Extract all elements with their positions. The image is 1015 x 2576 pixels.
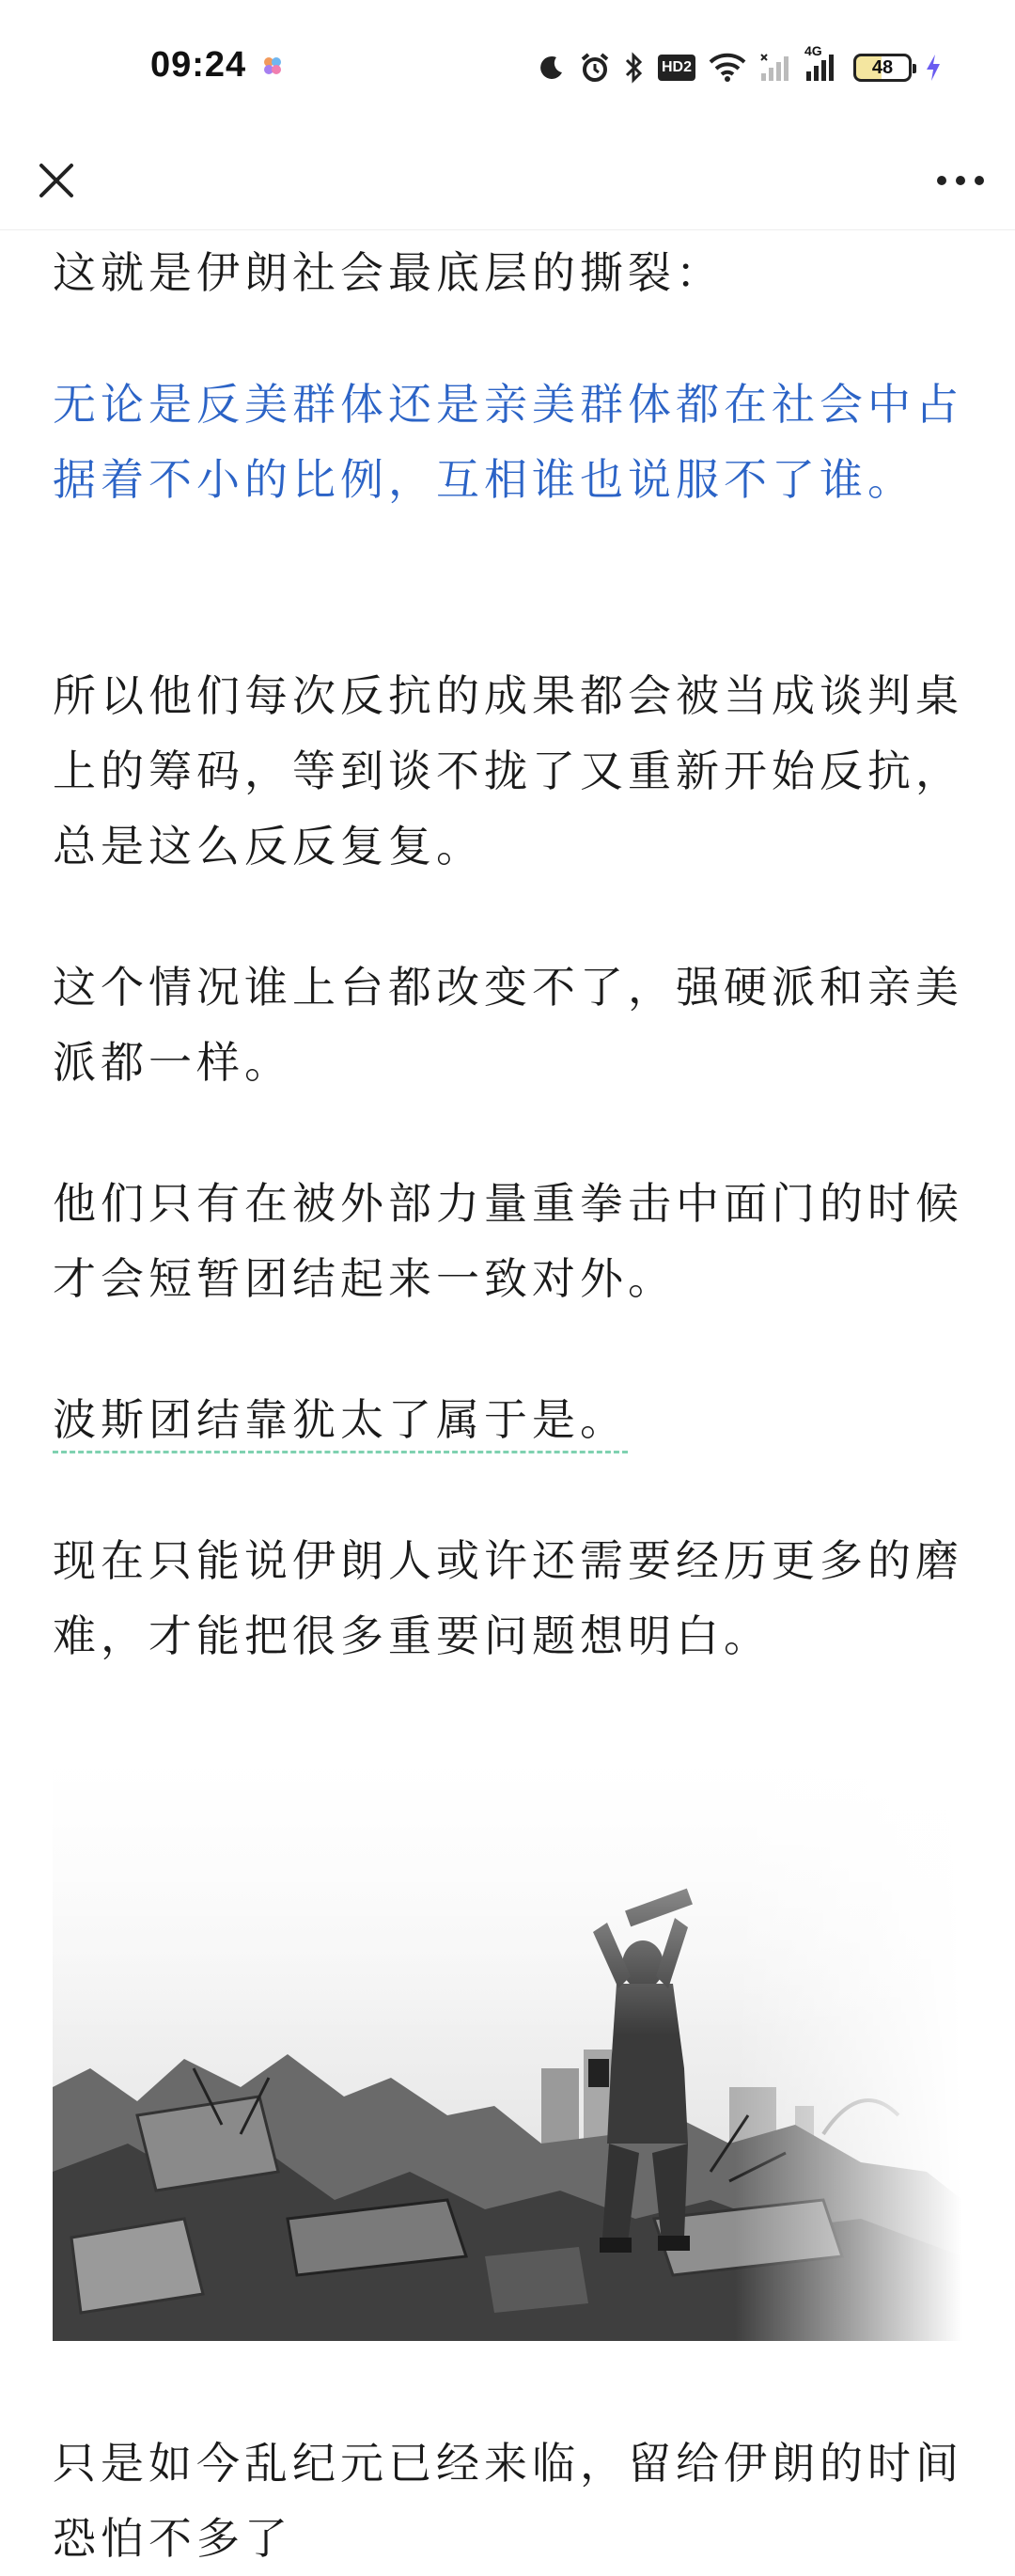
dashed-keyword-link[interactable]: 波斯团结靠犹太了属于是。 — [53, 1394, 628, 1453]
more-icon — [934, 174, 987, 187]
paragraph-6[interactable] — [53, 1382, 964, 1457]
bluetooth-icon — [624, 52, 645, 84]
signal-4g-icon — [804, 43, 840, 83]
paragraph-8: 只是如今乱纪元已经来临，留给伊朗的时间恐怕不多了 — [53, 2438, 963, 2564]
paragraph-3: 所以他们每次反抗的成果都会被当成谈判桌上的筹码，等到谈不拢了又重新开始反抗，总是这么反反复复。 — [53, 670, 963, 872]
paragraph-5: 他们只有在被外部力量重拳击中面门的时候才会短暂团结起来一致对外。 — [53, 1178, 963, 1304]
battery-icon: 48 — [853, 54, 912, 82]
close-icon — [36, 160, 77, 201]
app-notification-icon — [261, 55, 284, 77]
wifi-icon — [709, 53, 746, 83]
paragraph-7: 现在只能说伊朗人或许还需要经历更多的磨难，才能把很多重要问题想明白。 — [53, 1535, 963, 1661]
charging-icon — [925, 53, 942, 83]
moon-icon — [538, 54, 566, 82]
highlighted-paragraph: 无论是反美群体还是亲美群体都在社会中占据着不小的比例，互相谁也说服不了谁。 — [53, 379, 963, 505]
hd-icon: HD2 — [658, 55, 695, 81]
status-icons — [538, 43, 942, 88]
more-button[interactable] — [927, 150, 994, 211]
status-time: 09:24 — [150, 45, 247, 85]
paragraph-4: 这个情况谁上台都改变不了，强硬派和亲美派都一样。 — [53, 962, 963, 1088]
close-button[interactable] — [26, 150, 86, 211]
alarm-icon — [579, 52, 611, 84]
nav-bar — [0, 132, 1015, 230]
network-type-label: 4G — [804, 43, 822, 58]
article-image[interactable] — [53, 1730, 962, 2341]
signal-icon — [759, 53, 791, 83]
status-bar — [0, 0, 1015, 132]
paragraph-1: 这就是伊朗社会最底层的撕裂： — [53, 247, 724, 298]
